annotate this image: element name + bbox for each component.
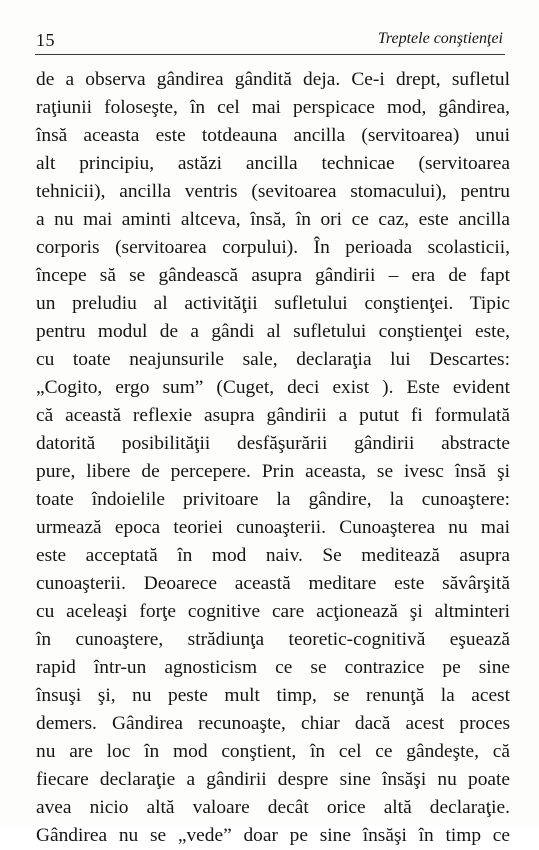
text-line: demers. Gândirea recunoaşte, chiar dacă acest proces bbox=[36, 713, 510, 734]
text-line: însuşi şi, nu peste mult timp, se renunţă la acest bbox=[36, 685, 510, 706]
text-line: însă aceasta este totdeauna ancilla (servitoarea) unui bbox=[36, 125, 510, 146]
text-line: „Cogito, ergo sum” (Cuget, deci exist ). Este evident bbox=[36, 377, 510, 398]
text-line: în cunoaştere, strădiunţa teoretic-cognitivă eşuează bbox=[36, 629, 510, 650]
text-line: cu aceleaşi forţe cognitive care acţionează şi altminteri bbox=[36, 601, 510, 622]
text-line: cu toate neajunsurile sale, declaraţia lui Descartes: bbox=[36, 349, 510, 370]
text-line: avea nicio altă valoare decât orice altă declaraţie. bbox=[36, 797, 510, 818]
text-line: fiecare declaraţie a gândirii despre sine însăşi nu poate bbox=[36, 769, 510, 790]
text-line: pentru modul de a gândi al sufletului conştienţei este, bbox=[36, 321, 510, 342]
text-line: rapid într-un agnosticism ce se contrazice pe sine bbox=[36, 657, 510, 678]
text-line: corporis (servitoarea corpului). În perioada scolasticii, bbox=[36, 237, 510, 258]
text-line: este acceptată în mod naiv. Se meditează asupra bbox=[36, 545, 510, 566]
text-line: urmează epoca teoriei cunoaşterii. Cunoaşterea nu mai bbox=[36, 517, 510, 538]
text-line: nu are loc în mod conştient, în cel ce gândeşte, că bbox=[36, 741, 510, 762]
page-number: 15 bbox=[36, 30, 55, 50]
body-text bbox=[36, 66, 510, 850]
text-line: un preludiu al activităţii sufletului conştienţei. Tipic bbox=[36, 293, 510, 314]
text-line: de a observa gândirea gândită deja. Ce-i drept, sufletul bbox=[36, 69, 510, 90]
text-line: că această reflexie asupra gândirii a putut fi formulată bbox=[36, 405, 510, 426]
text-line: alt principiu, astăzi ancilla technicae (servitoarea bbox=[36, 153, 510, 174]
text-line: cunoaşterii. Deoarece această meditare este săvârşită bbox=[36, 573, 510, 594]
text-line: toate îndoielile privitoare la gândire, la cunoaştere: bbox=[36, 489, 510, 510]
header-rule bbox=[35, 54, 505, 55]
running-title: Treptele conştienţei bbox=[377, 30, 503, 47]
text-line: raţiunii foloseşte, în cel mai perspicace mod, gândirea, bbox=[36, 97, 510, 118]
text-line: începe să se gândească asupra gândirii – era de fapt bbox=[36, 265, 510, 286]
text-line: Gândirea nu se „vede” doar pe sine însăşi în timp ce bbox=[36, 825, 510, 846]
text-line: a nu mai aminti altceva, însă, în ori ce caz, este ancilla bbox=[36, 209, 510, 230]
text-line: datorită posibilităţii desfăşurării gândirii abstracte bbox=[36, 433, 510, 454]
text-line: pure, libere de percepere. Prin aceasta, se ivesc însă şi bbox=[36, 461, 510, 482]
text-line: tehnicii), ancilla ventris (sevitoarea stomacului), pentru bbox=[36, 181, 510, 202]
